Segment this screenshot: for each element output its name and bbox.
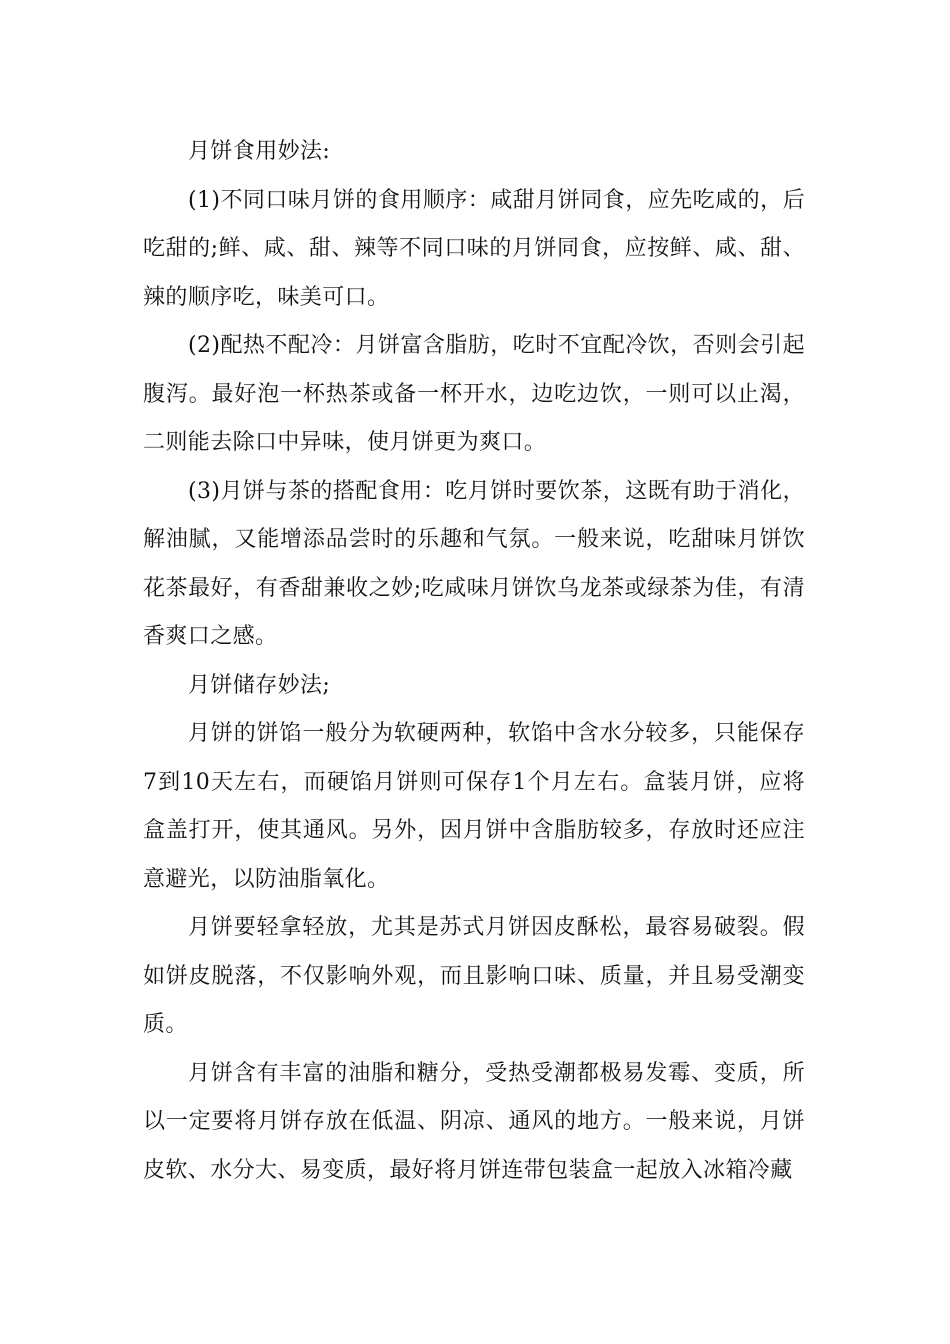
paragraph-tea-pairing: (3)月饼与茶的搭配食用：吃月饼时要饮茶，这既有助于消化，解油腻，又能增添品尝时的乐趣和气氛。一般来说，吃甜味月饼饮花茶最好，有香甜兼收之妙;吃咸味月饼饮乌龙茶或绿茶为佳，有清香爽口之感。 <box>143 478 805 649</box>
paragraph-cool-storage: 月饼含有丰富的油脂和糖分，受热受潮都极易发霉、变质，所以一定要将月饼存放在低温、阴凉、通风的地方。一般来说，月饼皮软、水分大、易变质，最好将月饼连带包装盒一起放入冰箱冷藏 <box>143 1060 805 1183</box>
heading-storage-tips: 月饼储存妙法; <box>188 672 331 698</box>
heading-eating-tips: 月饼食用妙法: <box>188 139 331 164</box>
document-body <box>143 128 805 1195</box>
paragraph-hot-not-cold: (2)配热不配冷：月饼富含脂肪，吃时不宜配冷饮，否则会引起腹泻。最好泡一杯热茶或备一杯开水，边吃边饮，一则可以止渴，二则能去除口中异味，使月饼更为爽口。 <box>143 333 805 455</box>
paragraph-flavor-order: (1)不同口味月饼的食用顺序：咸甜月饼同食，应先吃咸的，后吃甜的;鲜、咸、甜、辣等不同口味的月饼同食，应按鲜、咸、甜、辣的顺序吃，味美可口。 <box>143 187 805 310</box>
paragraph-filling-storage: 月饼的饼馅一般分为软硬两种，软馅中含水分较多，只能保存7到10天左右，而硬馅月饼则可保存1个月左右。盒装月饼，应将盒盖打开，使其通风。另外，因月饼中含脂肪较多，存放时还应注意避光，以防油脂氧化。 <box>143 721 805 892</box>
paragraph-gentle-handling: 月饼要轻拿轻放，尤其是苏式月饼因皮酥松，最容易破裂。假如饼皮脱落，不仅影响外观，而且影响口味、质量，并且易受潮变质。 <box>143 915 805 1037</box>
